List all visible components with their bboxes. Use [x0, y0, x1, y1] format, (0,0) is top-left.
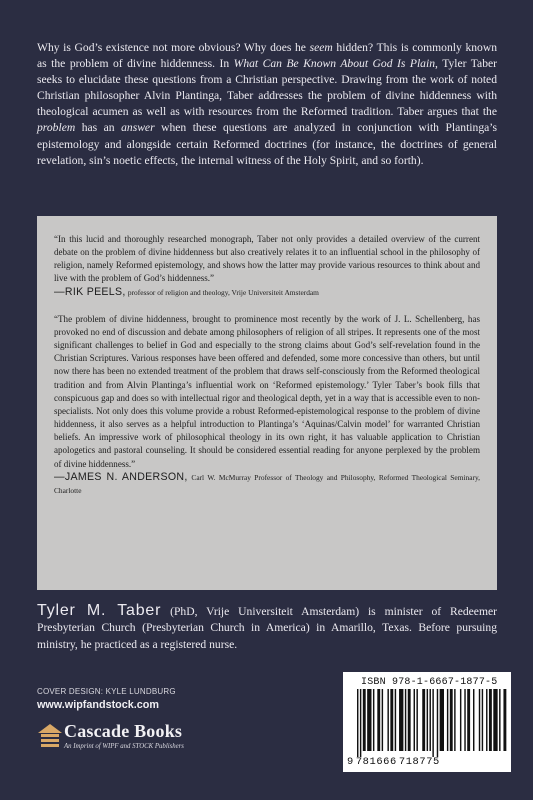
- author-bio-text: (PhD, Vrije Universiteit Amsterdam) is minister of Redeemer Presbyterian Church (Presbyterian Church in America) in Amarillo, Texas. Before pursuing ministry, he practiced as a registered nurse.: [37, 605, 497, 651]
- barcode-digits: [347, 756, 507, 768]
- blurb-text-1: Why is God’s existence not more obvious? Why does he: [37, 41, 310, 54]
- endorser-role: Carl W. McMurray Professor of Theology and Philosophy, Reformed Theological Seminary, Charlotte: [54, 472, 481, 495]
- endorsement-attribution: [54, 471, 480, 497]
- back-cover-blurb: [37, 40, 497, 169]
- barcode-bars: [347, 689, 507, 757]
- blurb-text-2: hidden? This is commonly known as the problem of divine hiddenness. In: [37, 41, 497, 71]
- blurb-text-3: , Tyler Taber seeks to elucidate these questions from a Christian perspective. Drawing from the work of noted Christian philosopher Alvin Plantinga, Taber addresses the problem of divine hiddenness with theological acumen as well as with resources from the Reformed tradition. Taber argues that the: [37, 57, 497, 119]
- endorsement-attribution: [54, 286, 480, 299]
- cover-design-credit: COVER DESIGN: KYLE LUNDBURG: [37, 687, 176, 696]
- endorsement-peels: [54, 233, 480, 299]
- blurb-emphasis-problem: problem: [37, 121, 76, 135]
- endorsements-panel: [37, 216, 497, 590]
- publisher-url: www.wipfandstock.com: [37, 699, 159, 711]
- endorsement-anderson: [54, 313, 480, 497]
- author-bio: [37, 603, 497, 653]
- endorser-role: professor of religion and theology, Vrije Universiteit Amsterdam: [127, 287, 319, 297]
- barcode-lead-digit: 9: [347, 756, 354, 768]
- isbn-barcode: [343, 672, 511, 772]
- endorser-name: —RIK PEELS,: [54, 285, 126, 298]
- endorsement-quote: “The problem of divine hiddenness, brought to prominence most recently by the work of J. L. Schellenberg, has provoked no end of discussion and debate among philosophers of religion of all stripes. It represents one of the most significant challenges to belief in God and especially to the strong claims about God’s self-revelation found in the Christian Scriptures. Various responses have been offered and defended, some more concessive than others, but until now there has been no extended treatment of the problem that draws self-consciously from the Reformed theological tradition and from Alvin Plantinga’s influential work on ‘Reformed epistemology.’ Tyler Taber’s book fills that conspicuous gap and does so with intellectual rigor and theological depth, yet in a way that is accessible even to non-specialists. Not only does this volume provide a robust Reformed-epistemological response to the problem of divine hiddenness, it also serves as a helpful introduction to Plantinga’s ‘Aquinas/Calvin model’ for warranted Christian beliefs. An impressive work of philosophical theology in its own right, it has valuable application to Christian apologetics and pastoral counseling. It should be considered essential reading for anyone perplexed by the problem of divine hiddenness.”: [54, 313, 480, 469]
- endorsement-quote: “In this lucid and thoroughly researched monograph, Taber not only provides a detailed overview of the current debate on the problem of divine hiddenness but also creatively relates it to an influential school in the philosophy of religion, namely Reformed epistemology, and shows how the latter may provide various resources to think about and live with the problem of God’s hiddenness.”: [54, 234, 480, 284]
- author-name: Tyler M. Taber: [37, 602, 162, 619]
- endorser-name: —JAMES N. ANDERSON,: [54, 470, 188, 483]
- cascade-house-icon: [37, 722, 63, 748]
- publisher-name: Cascade Books: [64, 721, 183, 741]
- blurb-emphasis-answer: answer: [121, 121, 155, 135]
- barcode-right-digits: 718775: [398, 756, 440, 768]
- isbn-number: ISBN 978-1-6667-1877-5: [361, 677, 498, 688]
- barcode-left-digits: 781666: [355, 756, 397, 768]
- publisher-imprint: An Imprint of WIPF and STOCK Publishers: [64, 743, 184, 750]
- blurb-text-4: has an: [75, 121, 122, 135]
- blurb-text-5: when these questions are analyzed in conjunction with Plantinga’s epistemology and alongside certain Reformed doctrines (for instance, the doctrines of general revelation, sin’s noetic effects, the internal witness of the Holy Spirit, and so forth).: [37, 121, 497, 167]
- blurb-book-title: What Can Be Known About God Is Plain: [233, 57, 435, 71]
- blurb-emphasis-seem: seem: [309, 41, 333, 54]
- publisher-logo: [37, 720, 237, 760]
